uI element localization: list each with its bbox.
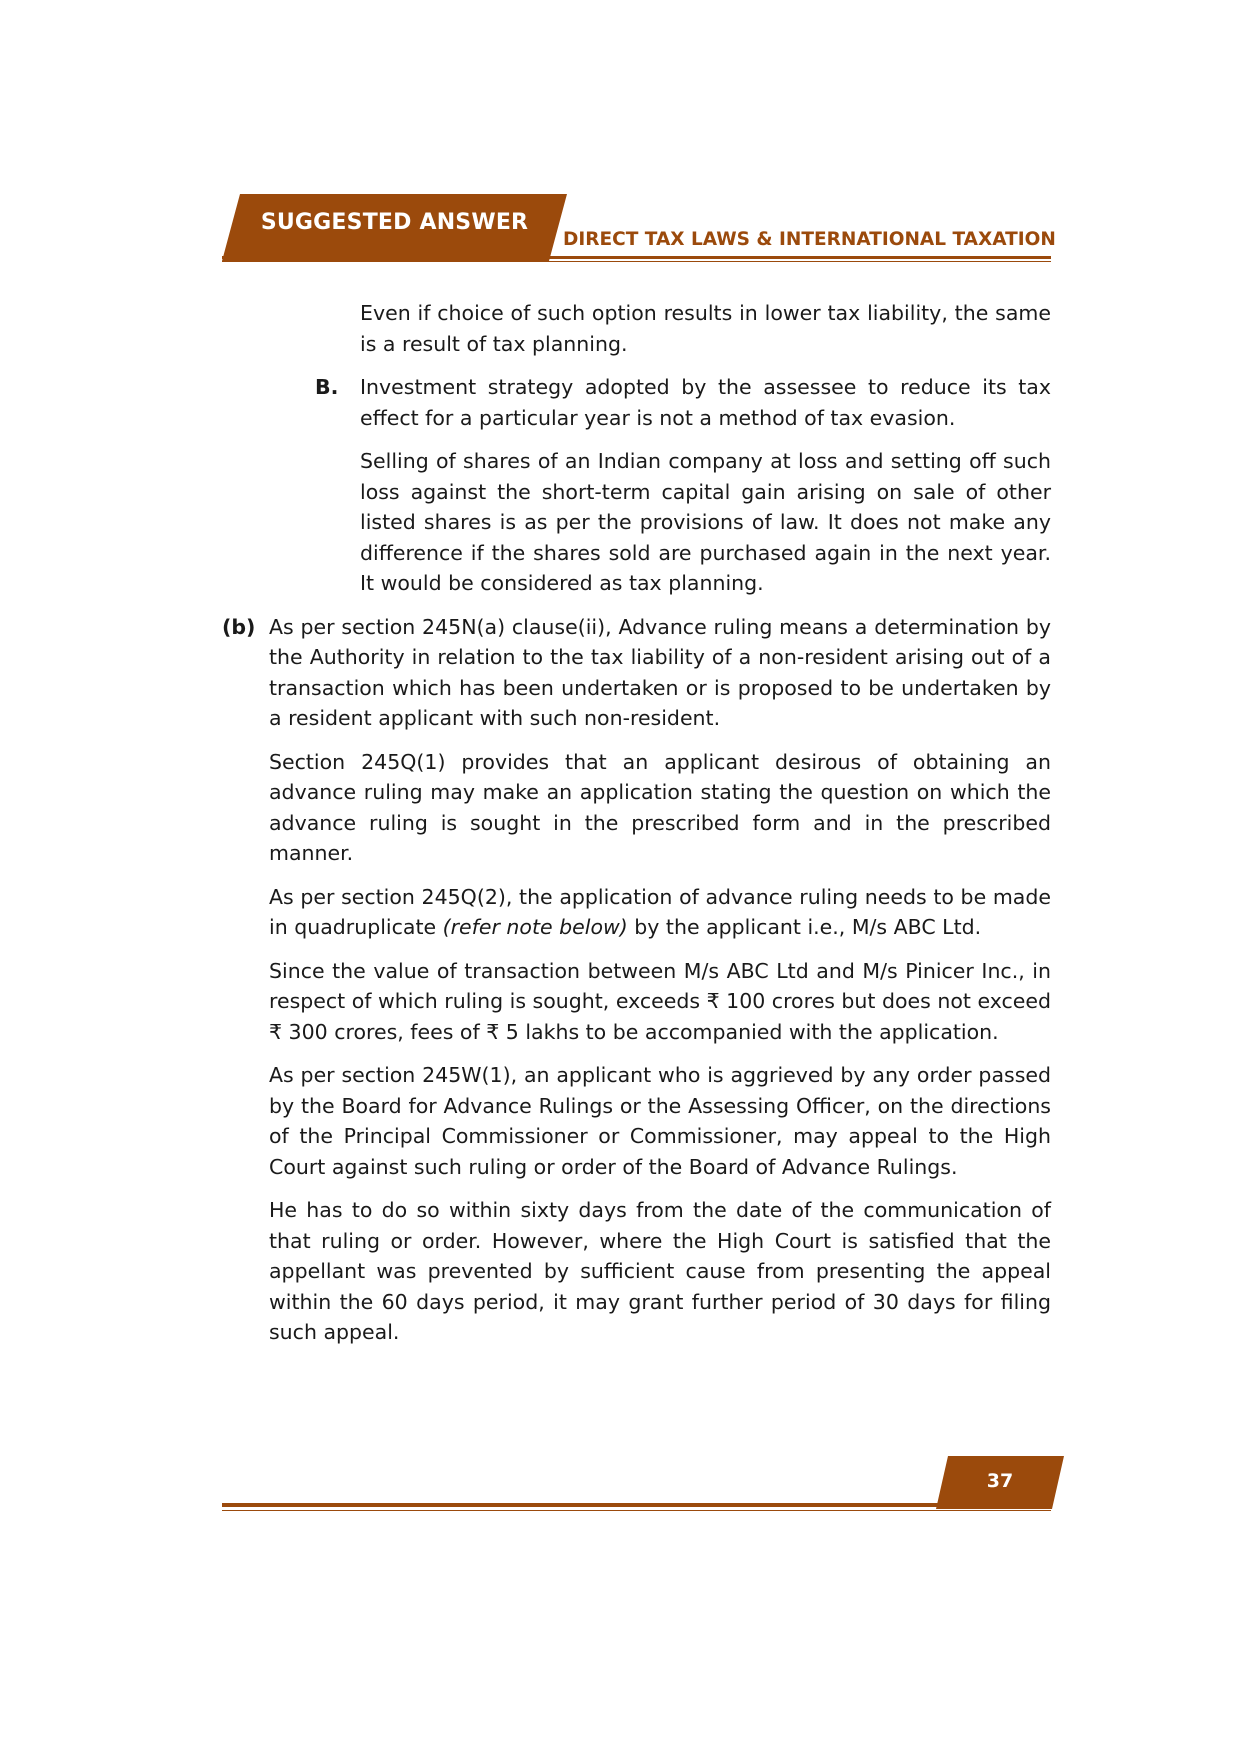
footer-rule-thick xyxy=(222,1503,1051,1507)
paragraph-section-245W1: As per section 245W(1), an applicant who is aggrieved by any order passed by the Board for Advance Rulings or the Assessing Officer, on the directions of the Principal Commissioner or Commissioner, may appeal to the High Court against such ruling or order of the Board of Advance Rulings. xyxy=(269,1063,1051,1179)
italic-note-reference: (refer note below) xyxy=(442,915,628,939)
paragraph-section-245N: As per section 245N(a) clause(ii), Advance ruling means a determination by the Authority in relation to the tax liability of a non-resident arising out of a transaction which has been undertaken or is proposed to be undertaken by a resident applicant with such non-resident. xyxy=(269,614,1051,730)
text-segment: As per section 245Q(2), the application of advance ruling needs to be made in quadruplicate xyxy=(269,884,1051,939)
header-tab-label: SUGGESTED ANSWER xyxy=(260,210,529,235)
list-marker: B. xyxy=(315,375,339,399)
header-rule-thick xyxy=(222,256,1051,259)
list-item-b xyxy=(222,612,1051,1348)
footer-rule-thin xyxy=(222,1510,1051,1511)
text-segment: by the applicant i.e., M/s ABC Ltd. xyxy=(627,915,982,939)
paragraph-section-245Q1: Section 245Q(1) provides that an applicant desirous of obtaining an advance ruling may make an application stating the question on which the advance ruling is sought in the prescribed form and in the prescribed manner. xyxy=(269,749,1051,865)
page-body xyxy=(222,298,1051,1361)
paragraph-tax-planning: Even if choice of such option results in lower tax liability, the same is a result of tax planning. xyxy=(360,301,1051,356)
list-marker: (b) xyxy=(222,614,256,639)
page-number: 37 xyxy=(986,1470,1014,1492)
header-rule-thin xyxy=(222,261,1051,262)
paragraph-investment-strategy: Investment strategy adopted by the assessee to reduce its tax effect for a particular year is not a method of tax evasion. xyxy=(360,375,1051,430)
list-item-body xyxy=(269,612,1051,1348)
header-subtitle: DIRECT TAX LAWS & INTERNATIONAL TAXATION xyxy=(563,229,1056,250)
paragraph-selling-shares: Selling of shares of an Indian company at loss and setting off such loss against the short-term capital gain arising on sale of other listed shares is as per the provisions of law. It does not make any difference if the shares sold are purchased again in the next year. It would be considered as tax planning. xyxy=(360,449,1051,595)
list-item-B xyxy=(222,372,1051,599)
page-number-tab xyxy=(936,1456,1064,1509)
paragraph-fees: Since the value of transaction between M/s ABC Ltd and M/s Pinicer Inc., in respect of which ruling is sought, exceeds ₹ 100 crores but does not exceed ₹ 300 crores, fees of ₹ 5 lakhs to be accompanied with the application. xyxy=(269,958,1051,1044)
paragraph-appeal-period: He has to do so within sixty days from the date of the communication of that ruling or order. However, where the High Court is satisfied that the appellant was prevented by sufficient cause from presenting the appeal within the 60 days period, it may grant further period of 30 days for filing such appeal. xyxy=(269,1198,1051,1344)
header-tab xyxy=(222,194,567,261)
paragraph-section-245Q2 xyxy=(269,882,1051,943)
list-item-body xyxy=(360,372,1051,599)
